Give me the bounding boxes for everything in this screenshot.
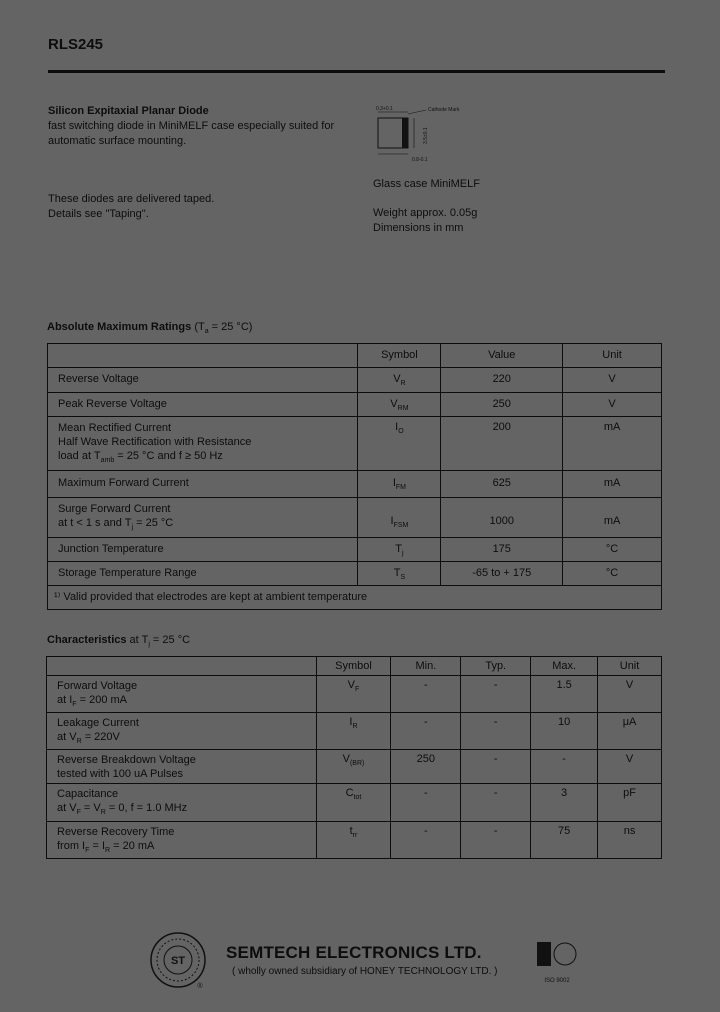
param-value: 175 [441,538,563,562]
intro-block [48,104,368,149]
param-value: 250 [441,393,563,417]
table-row [48,471,662,498]
weight-label: Weight approx. 0.05g [373,207,478,219]
param-unit: mA [563,417,662,471]
char-max: 1.5 [531,676,598,713]
characteristics-cond-pre: at T [126,634,149,646]
case-type: Glass case MiniMELF [373,178,480,190]
device-description-line1: fast switching diode in MiniMELF case especially suited for [48,120,335,132]
param-value: 1000 [441,498,563,538]
char-max: 10 [531,713,598,750]
dimension-label-top: 0.3+0.1 [376,106,393,112]
abs-max-heading [47,320,252,339]
footnote: ¹⁾ Valid provided that electrodes are kept at ambient temperature [48,586,662,610]
char-symbol: $t_{rr}$ [316,821,391,858]
param-symbol: $V_{RM}$ [358,393,441,417]
abs-max-cond-sub: a [204,328,209,336]
param-symbol: $I_O$ [358,417,441,471]
char-min: - [391,713,461,750]
char-max: 3 [531,784,598,821]
char-typ: - [461,713,531,750]
company-name: SEMTECH ELECTRONICS LTD. [226,943,482,962]
char-unit: ns [598,821,662,858]
char-typ: - [461,676,531,713]
table-row [48,562,662,586]
abs-max-cond-pre: (T [194,321,205,333]
abs-max-title: Absolute Maximum Ratings [47,321,192,333]
char-unit: V [598,676,662,713]
param-value: 200 [441,417,563,471]
char-typ: - [461,821,531,858]
abs-max-table [47,343,662,610]
char-label: Reverse Breakdown Voltage tested with 100 uA Pulses [47,750,317,784]
char-label: Leakage Current at $V_R = 220V$ [47,713,317,750]
company-subsidiary: ( wholly owned subsidiary of HONEY TECHNOLOGY LTD. ) [232,966,498,977]
char-symbol: $V_F$ [316,676,391,713]
char-symbol: $C_{tot}$ [316,784,391,821]
table-row [47,784,662,821]
param-symbol: $I_{FM}$ [358,471,441,498]
char-label: Capacitance at $V_F = V_R = 0$, f = 1.0 MHz [47,784,317,821]
dimension-label-length: 3.5±0.1 [423,127,429,144]
header-symbol: Symbol [358,344,441,368]
cert-label: ISO 9002 [544,978,570,984]
characteristics-title: Characteristics [47,634,127,646]
registered-mark: ® [197,983,203,990]
param-label: Junction Temperature [48,538,358,562]
dimension-label-bottom: 0.8-0.1 [412,157,428,163]
param-unit: mA [563,498,662,538]
header-rule [48,70,665,73]
header-unit: Unit [563,344,662,368]
certification-logo [535,940,579,984]
param-value: 220 [441,368,563,393]
characteristics-cond-post: = 25 °C [149,634,191,646]
param-label: Storage Temperature Range [48,562,358,586]
table-row [48,417,662,471]
seal-text: ST [170,955,186,967]
param-symbol: $T_S$ [358,562,441,586]
table-header-row [48,344,662,368]
table-row [48,538,662,562]
char-label: Reverse Recovery Time from $I_F = I_R = 20$ mA [47,821,317,858]
characteristics-heading [47,633,190,652]
part-number-title: RLS245 [48,36,104,53]
char-unit: V [598,750,662,784]
characteristics-table [46,656,662,859]
param-value: -65 to + 175 [441,562,563,586]
semtech-seal-logo [148,930,208,990]
taping-line1: These diodes are delivered taped. [48,193,215,205]
footnote-row [48,586,662,610]
param-unit: °C [563,538,662,562]
char-unit: μA [598,713,662,750]
table-row [47,750,662,784]
cathode-band [402,118,408,148]
param-label: Mean Rectified Current Half Wave Rectification with Resistance load at $T_{amb} = 25$ °C and f ≥ 50 Hz [48,417,358,471]
char-min: 250 [391,750,461,784]
header-typ: Typ. [461,657,531,676]
param-unit: °C [563,562,662,586]
device-description-line2: automatic surface mounting. [48,135,187,147]
param-unit: V [563,393,662,417]
param-symbol: $I_{FSM}$ [358,498,441,538]
char-max: - [531,750,598,784]
char-symbol: $V_{(BR)}$ [316,750,391,784]
table-row [48,498,662,538]
param-symbol: $T_j$ [358,538,441,562]
char-unit: pF [598,784,662,821]
abs-max-cond-post: = 25 °C) [208,321,253,333]
minimelf-package-drawing [372,104,472,168]
char-label: Forward Voltage at $I_F = 200$ mA [47,676,317,713]
param-symbol: $V_R$ [358,368,441,393]
device-heading: Silicon Expitaxial Planar Diode [48,105,209,117]
taping-note [48,192,348,222]
table-row [47,676,662,713]
header-max: Max. [531,657,598,676]
table-header-row [47,657,662,676]
param-label: Reverse Voltage [48,368,358,393]
table-row [47,713,662,750]
param-label: Surge Forward Current at t < 1 s and $T_j = 25$ °C [48,498,358,538]
taping-line2: Details see "Taping". [48,208,149,220]
characteristics-cond-sub: j [148,641,150,649]
dimensions-unit-label: Dimensions in mm [373,222,464,234]
char-max: 75 [531,821,598,858]
param-value: 625 [441,471,563,498]
char-symbol: $I_R$ [316,713,391,750]
cathode-mark-label: Cathode Mark [428,107,460,113]
param-unit: V [563,368,662,393]
header-symbol: Symbol [316,657,391,676]
param-label: Peak Reverse Voltage [48,393,358,417]
param-label: Maximum Forward Current [48,471,358,498]
char-min: - [391,676,461,713]
table-row [48,393,662,417]
char-min: - [391,821,461,858]
char-min: - [391,784,461,821]
header-value: Value [441,344,563,368]
char-typ: - [461,784,531,821]
header-unit: Unit [598,657,662,676]
table-row [48,368,662,393]
param-unit: mA [563,471,662,498]
header-min: Min. [391,657,461,676]
char-typ: - [461,750,531,784]
table-row [47,821,662,858]
